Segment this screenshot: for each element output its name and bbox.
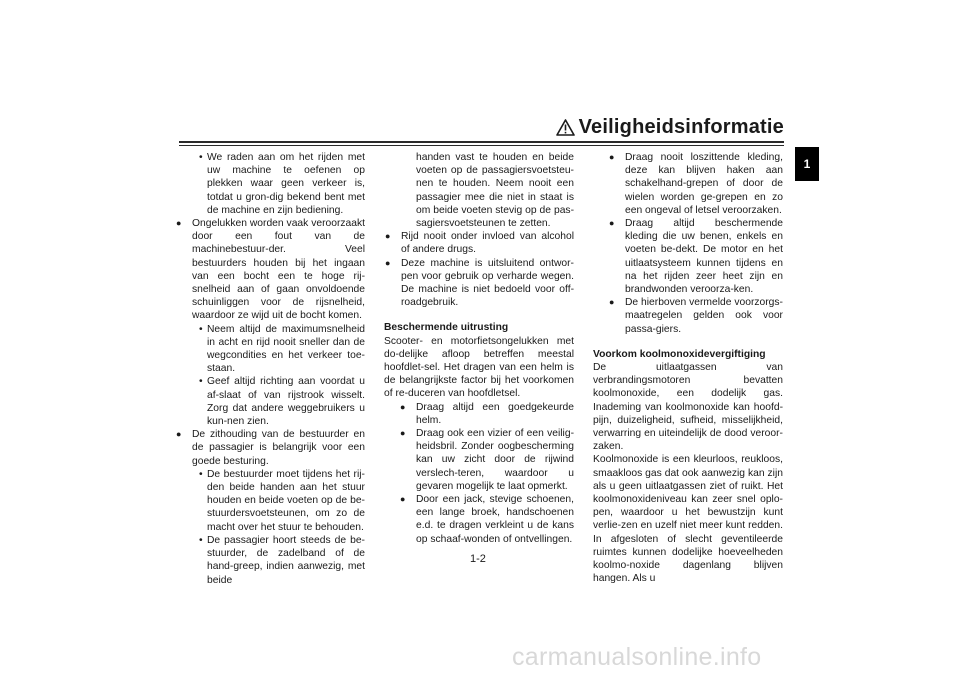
page-header xyxy=(556,116,784,139)
list-item: ● De hierboven vermelde voorzorgs-maatregelen gelden ook voor passa-giers. xyxy=(593,296,783,336)
paragraph: Koolmonoxide is een kleurloos, reukloos, smaakloos gas dat ook aanwezig kan zijn als u geen uitlaatgassen ziet of ruikt. Het koolmonoxideniveau kan zeer snel oplo-pen, waardoor u het bewustzijn kunt verlie-zen en uzelf niet meer kunt redden. In afgesloten of slecht geventileerde ruimtes kunnen dodelijke hoeveelheden koolmo-noxide dagenlang blijven hangen. Als u xyxy=(593,454,783,585)
list-item: • Neem altijd de maximumsnelheid in acht en rijd nooit sneller dan de wegcondities en het verkeer toe-staan. xyxy=(175,323,365,376)
list-item: ● Draag altijd beschermende kleding die uw benen, enkels en voeten be-dekt. De motor en het uitlaatsysteem kunnen tijdens en na het rijden zeer heet zijn en brandwonden veroorza-ken. xyxy=(593,217,783,296)
section-heading: Beschermende uitrusting xyxy=(384,322,509,334)
list-item: ● Ongelukken worden vaak veroorzaakt door een fout van de machinebestuur-der. Veel bestuurders houden bij het ingaan van een bocht een te hoge rij-snelheid aan of gaan onvoldoende schuinliggen voor de rijsnelheid, waardoor ze wijd uit de bocht komen. xyxy=(175,217,365,323)
header-rule-thin xyxy=(179,145,784,146)
list-item: ● Door een jack, stevige schoenen, een lange broek, handschoenen e.d. te dragen verkleint u de kans op schaaf-wonden of ontvellingen. xyxy=(384,493,574,546)
list-item: ● De zithouding van de bestuurder en de passagier is belangrijk voor een goede besturing. xyxy=(175,428,365,468)
list-item: • Geef altijd richting aan voordat u af-slaat of van rijstrook wisselt. Zorg dat andere weggebruikers u kun-nen zien. xyxy=(175,375,365,428)
text-column-3 xyxy=(593,151,783,586)
list-item: ● Draag nooit loszittende kleding, deze kan blijven haken aan schakelhand-grepen of door de wielen worden ge-grepen en zo een ongeval of letsel veroorzaken. xyxy=(593,151,783,217)
list-item: • De bestuurder moet tijdens het rij-den beide handen aan het stuur houden en beide voeten op de be-stuurdersvoetsteunen, om zo de macht over het stuur te behouden. xyxy=(175,468,365,534)
chapter-number: 1 xyxy=(803,157,811,171)
watermark: carmanualsonline.info xyxy=(512,643,762,671)
list-item: • De passagier hoort steeds de be-stuurder, de zadelband of de hand-greep, indien aanwezig, met beide xyxy=(175,534,365,587)
warning-triangle-icon xyxy=(556,119,575,136)
page-title: Veiligheidsinformatie xyxy=(578,116,784,138)
page-number: 1-2 xyxy=(470,553,486,565)
list-item: • We raden aan om het rijden met uw machine te oefenen op plekken waar geen verkeer is, totdat u gron-dig bekend bent met de machine en zijn bediening. xyxy=(175,151,365,217)
list-item: ● Deze machine is uitsluitend ontwor-pen voor gebruik op verharde wegen. De machine is niet bedoeld voor off-roadgebruik. xyxy=(384,257,574,310)
list-item: ● Rijd nooit onder invloed van alcohol of andere drugs. xyxy=(384,230,574,256)
chapter-tab xyxy=(795,147,819,181)
list-item-continued: handen vast te houden en beide voeten op de passagiersvoetsteu-nen te houden. Neem nooit een passagier mee die niet in staat is om beide voeten stevig op de pas-sagiersvoetsteunen te zetten. xyxy=(416,152,574,230)
text-column-1 xyxy=(175,151,365,587)
list-item: ● Draag altijd een goedgekeurde helm. xyxy=(384,401,574,427)
list-item: ● Draag ook een vizier of een veilig-heidsbril. Zonder oogbescherming kan uw zicht door de rijwind verslech-teren, waardoor u gevaren mogelijk te laat opmerkt. xyxy=(384,427,574,493)
section-heading: Voorkom koolmonoxidevergiftiging xyxy=(593,348,766,360)
text-column-2 xyxy=(384,151,574,546)
paragraph: Scooter- en motorfietsongelukken met do-delijke afloop betreffen meestal hoofdlet-sel. Het dragen van een helm is de belangrijkste factor bij het voorkomen of re-duceren van hoofdletsel. xyxy=(384,335,574,400)
paragraph: De uitlaatgassen van verbrandingsmotoren bevatten koolmonoxide, een dodelijk gas. Inademing van koolmonoxide kan hoofd-pijn, duizeligheid, sufheid, misselijkheid, verwarring en uiteindelijk de dood veroor-zaken. xyxy=(593,362,783,453)
header-rule xyxy=(179,141,784,143)
